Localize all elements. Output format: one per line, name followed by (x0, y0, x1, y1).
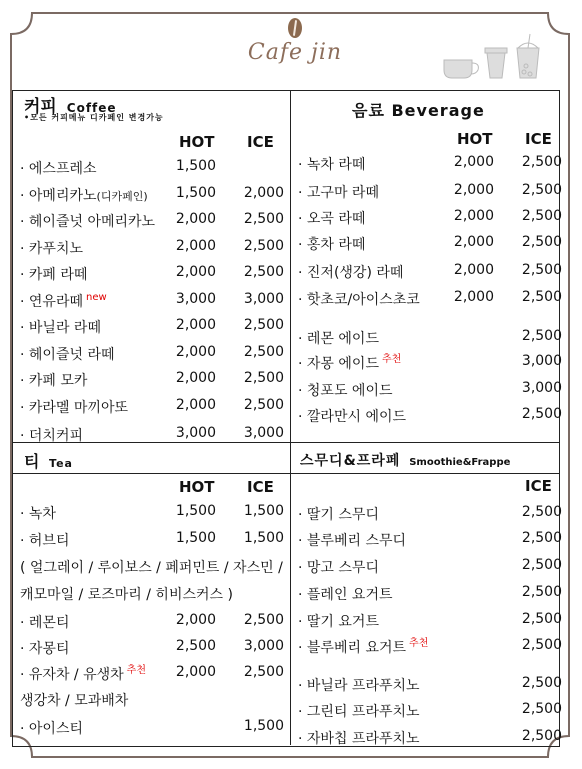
ice-price: 2,500 (521, 234, 562, 250)
ice-price: 3,000 (521, 380, 562, 396)
hot-price: 2,000 (175, 370, 216, 386)
tea-ice-header: ICE (247, 478, 274, 496)
item-name-text: · 카페 모카 (20, 373, 88, 389)
row-divider-bottom (12, 473, 559, 474)
item-name (298, 328, 379, 348)
item-name (20, 344, 115, 364)
item-name-text: · 녹차 (20, 506, 56, 522)
item-name (298, 182, 379, 202)
hot-price: 2,000 (453, 262, 494, 278)
item-name-text: · 딸기 스무디 (298, 507, 379, 523)
hot-price: 2,000 (175, 211, 216, 227)
item-name-text: · 홍차 라떼 (298, 237, 366, 253)
item-name (298, 637, 428, 657)
item-name-text: · 카페 라떼 (20, 267, 88, 283)
ice-price: 2,500 (243, 397, 284, 413)
hot-price: 2,000 (175, 344, 216, 360)
recommend-badge: 추천 (126, 665, 146, 676)
coffee-bean-icon (288, 18, 302, 38)
item-name-text: · 블루베리 요거트 (298, 640, 407, 656)
tea-hot-header: HOT (179, 478, 215, 496)
item-name-text: · 레몬티 (20, 615, 70, 631)
item-name (20, 503, 56, 523)
item-name-text: ( 얼그레이 / 루이보스 / 페퍼민트 / 자스민 / (20, 560, 283, 576)
ice-price: 2,500 (521, 584, 562, 600)
coffee-ice-header: ICE (247, 133, 274, 151)
ice-price: 3,000 (243, 425, 284, 441)
ice-price: 2,500 (243, 612, 284, 628)
coffee-decaf-note: •모든 커피메뉴 디카페인 변경가능 (24, 113, 164, 122)
item-name (20, 557, 283, 577)
item-name (298, 611, 379, 631)
hot-price: 2,500 (175, 638, 216, 654)
item-name-text: · 아메리카노 (20, 188, 97, 204)
ice-price: 2,500 (243, 370, 284, 386)
item-name-text: · 카라멜 마끼아또 (20, 400, 129, 416)
row-divider-top (12, 442, 559, 443)
item-name (20, 718, 83, 738)
beverage-title: 음료 Beverage (352, 101, 485, 120)
item-name (20, 158, 97, 178)
beverage-hot-header: HOT (457, 130, 493, 148)
ice-price: 2,500 (521, 701, 562, 717)
ice-price: 2,500 (521, 289, 562, 305)
item-name-text: 캐모마일 / 로즈마리 / 히비스커스 ) (20, 587, 233, 603)
ice-price: 3,000 (243, 638, 284, 654)
item-name-text: · 핫초코/아이스초코 (298, 292, 420, 308)
smoothie-title: 스무디&프라페 Smoothie&Frappe (300, 453, 511, 469)
item-name-text: · 자몽티 (20, 641, 70, 657)
menu-board (12, 90, 570, 758)
item-name (298, 234, 365, 254)
item-name-text: · 헤이즐넛 라떼 (20, 347, 115, 363)
ice-price: 2,500 (243, 317, 284, 333)
hot-price: 2,000 (453, 234, 494, 250)
hot-price: 3,000 (175, 425, 216, 441)
item-name-text: · 바닐라 프라푸치노 (298, 678, 420, 694)
hot-price: 2,000 (175, 612, 216, 628)
ice-price: 1,500 (243, 530, 284, 546)
ice-price: 2,500 (521, 530, 562, 546)
item-name-text: · 고구마 라떼 (298, 185, 379, 201)
item-name (298, 262, 403, 282)
hot-price: 2,000 (175, 317, 216, 333)
hot-price: 1,500 (175, 503, 216, 519)
ice-price: 2,500 (521, 637, 562, 653)
item-name (298, 530, 406, 550)
smoothie-ice-header: ICE (525, 477, 552, 495)
item-name (298, 406, 406, 426)
ice-price: 2,500 (521, 208, 562, 224)
item-name (298, 557, 379, 577)
hot-price: 3,000 (175, 291, 216, 307)
item-name-text: · 카푸치노 (20, 241, 83, 257)
hot-price: 1,500 (175, 158, 216, 174)
ice-price: 3,000 (521, 353, 562, 369)
item-name (298, 504, 379, 524)
hot-price: 2,000 (453, 154, 494, 170)
item-name (20, 211, 155, 231)
hot-price: 2,000 (453, 182, 494, 198)
tea-title: 티 Tea (24, 452, 73, 471)
ice-price: 2,500 (521, 611, 562, 627)
coffee-cups-icon (440, 30, 550, 82)
item-name-text: · 유자차 / 유생차 (20, 667, 124, 683)
item-name-text: · 자몽 에이드 (298, 356, 379, 372)
ice-price: 2,500 (243, 264, 284, 280)
recommend-badge: 추천 (409, 638, 429, 649)
beverage-ice-header: ICE (525, 130, 552, 148)
item-name (20, 530, 69, 550)
item-name-text: · 망고 스무디 (298, 560, 379, 576)
coffee-hot-header: HOT (179, 133, 215, 151)
item-name (20, 397, 128, 417)
hot-price: 2,000 (175, 238, 216, 254)
ice-price: 2,500 (521, 182, 562, 198)
item-name (298, 289, 420, 309)
item-name-text: · 그린티 프라푸치노 (298, 704, 420, 720)
ice-price: 3,000 (243, 291, 284, 307)
hot-price: 1,500 (175, 530, 216, 546)
item-name (298, 208, 365, 228)
ice-price: 2,500 (521, 504, 562, 520)
ice-price: 2,500 (521, 675, 562, 691)
item-name (298, 728, 420, 748)
item-name-text: · 더치커피 (20, 428, 83, 444)
ice-price: 2,500 (243, 211, 284, 227)
item-name-text: · 연유라떼 (20, 294, 83, 310)
item-name-text: · 에스프레소 (20, 161, 97, 177)
item-name-text: · 아이스티 (20, 721, 83, 737)
item-name-text: · 깔라만시 에이드 (298, 409, 407, 425)
ice-price: 2,500 (521, 557, 562, 573)
item-name (298, 154, 365, 174)
item-name (20, 425, 83, 445)
item-name-text: · 딸기 요거트 (298, 614, 379, 630)
ice-price: 2,500 (521, 262, 562, 278)
recommend-badge: new (86, 292, 107, 303)
ice-price: 1,500 (243, 503, 284, 519)
item-name (20, 370, 87, 390)
hot-price: 2,000 (453, 289, 494, 305)
item-name-text: · 블루베리 스무디 (298, 533, 407, 549)
ice-price: 1,500 (243, 718, 284, 734)
cafe-name: Cafe jin (247, 40, 343, 65)
hot-price: 2,000 (175, 264, 216, 280)
item-name (20, 185, 148, 205)
item-name (298, 353, 401, 373)
item-extra: (디카페인) (96, 190, 148, 203)
item-name-text: · 청포도 에이드 (298, 383, 393, 399)
hot-price: 2,000 (175, 397, 216, 413)
item-name-text: · 자바칩 프라푸치노 (298, 731, 420, 747)
item-name (298, 675, 420, 695)
hot-price: 1,500 (175, 185, 216, 201)
item-name (20, 664, 146, 684)
ice-price: 2,500 (243, 344, 284, 360)
item-name (20, 238, 83, 258)
column-divider (290, 90, 291, 745)
item-name (298, 380, 393, 400)
item-name-text: · 플레인 요거트 (298, 587, 393, 603)
recommend-badge: 추천 (381, 354, 402, 365)
item-name (20, 584, 233, 604)
item-name (20, 690, 128, 710)
ice-price: 2,500 (521, 328, 562, 344)
ice-price: 2,500 (521, 154, 562, 170)
item-name (20, 291, 107, 311)
ice-price: 2,000 (243, 185, 284, 201)
ice-price: 2,500 (521, 406, 562, 422)
item-name (20, 638, 69, 658)
item-name (298, 584, 393, 604)
ice-price: 2,500 (243, 664, 284, 680)
item-name-text: · 녹차 라떼 (298, 157, 366, 173)
item-name-text: · 헤이즐넛 아메리카노 (20, 214, 156, 230)
cafe-logo (240, 18, 350, 65)
ice-price: 2,500 (521, 728, 562, 744)
item-name-text: · 레몬 에이드 (298, 331, 379, 347)
hot-price: 2,000 (453, 208, 494, 224)
item-name-text: · 허브티 (20, 533, 70, 549)
item-name-text: 생강차 / 모과배차 (20, 693, 129, 709)
item-name (298, 701, 420, 721)
item-name-text: · 진저(생강) 라떼 (298, 265, 404, 281)
item-name (20, 264, 87, 284)
item-name (20, 317, 101, 337)
hot-price: 2,000 (175, 664, 216, 680)
ice-price: 2,500 (243, 238, 284, 254)
coffee-title: 커피 Coffee (24, 97, 117, 117)
item-name-text: · 오곡 라떼 (298, 211, 366, 227)
item-name-text: · 바닐라 라떼 (20, 320, 101, 336)
item-name (20, 612, 69, 632)
